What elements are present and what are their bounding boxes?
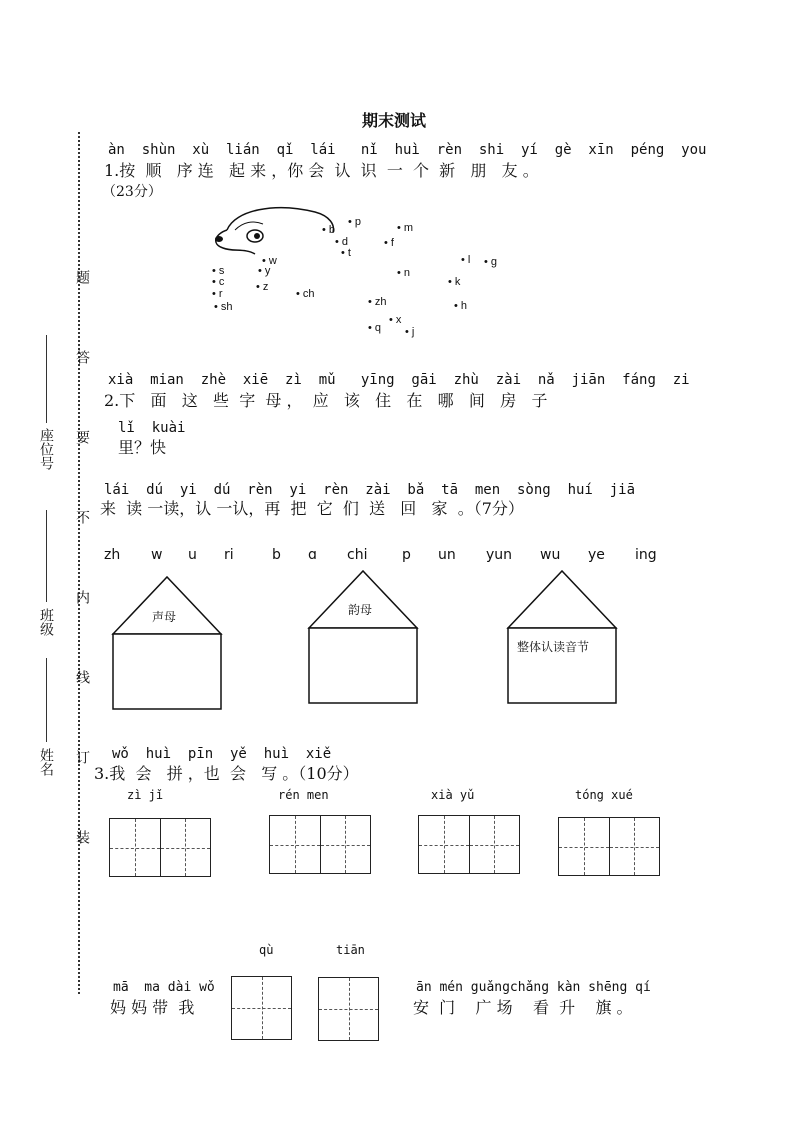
sentence-left-text: 妈 妈 带 我 xyxy=(110,998,195,1017)
q2-text-line2: 里？快 xyxy=(118,438,167,457)
writing-grid[interactable] xyxy=(558,817,660,876)
house-initials[interactable] xyxy=(110,574,224,714)
letter[interactable]: zh xyxy=(104,547,121,563)
sentence-right-text: 安 门 广 场 看 升 旗 。 xyxy=(413,998,633,1017)
grid-pinyin: xià yǔ xyxy=(431,788,475,802)
grid-cell[interactable] xyxy=(419,816,470,873)
letter[interactable]: ɑ xyxy=(308,547,317,563)
letter[interactable]: u xyxy=(188,547,197,563)
grid-cell[interactable] xyxy=(110,819,161,876)
class-blank[interactable] xyxy=(46,510,47,602)
dot-letter[interactable]: • w xyxy=(262,255,277,267)
page-title: 期末测试 xyxy=(362,111,427,130)
grid-pinyin: tóng xué xyxy=(575,788,633,802)
grid-cell[interactable] xyxy=(319,978,378,1040)
dot-letter[interactable]: • x xyxy=(389,314,401,326)
writing-grid[interactable] xyxy=(318,977,379,1041)
q3-text: 3.我 会 拼 ，也 会 写 。（10分） xyxy=(94,764,359,783)
dot-letter[interactable]: • g xyxy=(484,256,497,268)
grid-pinyin: rén men xyxy=(278,788,329,802)
name-label: 姓名 xyxy=(38,748,54,776)
letter[interactable]: un xyxy=(438,547,456,563)
dot-letter[interactable]: • sh xyxy=(214,301,232,313)
seal-word: 线 xyxy=(74,670,90,684)
dot-letter[interactable]: • n xyxy=(397,267,410,279)
dot-letter[interactable]: • r xyxy=(212,288,223,300)
seal-word: 答 xyxy=(74,350,90,364)
dot-letter[interactable]: • t xyxy=(341,247,351,259)
grid-cell[interactable] xyxy=(232,977,291,1039)
seal-word: 订 xyxy=(74,750,90,764)
writing-grid[interactable] xyxy=(231,976,292,1040)
dot-letter[interactable]: • j xyxy=(405,326,414,338)
sentence-right-pinyin: ān mén guǎngchǎng kàn shēng qí xyxy=(416,980,651,995)
seal-word: 内 xyxy=(74,590,90,604)
letter[interactable]: chi xyxy=(347,547,368,563)
grid-cell[interactable] xyxy=(610,818,660,875)
letter[interactable]: wu xyxy=(540,547,561,563)
sentence-left-pinyin: mā ma dài wǒ xyxy=(113,980,215,995)
letter[interactable]: ri xyxy=(224,547,234,563)
q1-score: （23分） xyxy=(102,184,162,200)
class-label: 班级 xyxy=(38,608,54,636)
q1-text: 1.按 顺 序 连 起 来 ，你 会 认 识 一 个 新 朋 友 。 xyxy=(104,161,539,180)
binding-dotted-line xyxy=(78,132,80,994)
letter[interactable]: b xyxy=(272,547,281,563)
grid-cell[interactable] xyxy=(559,818,610,875)
house-label-finals: 韵母 xyxy=(348,603,373,617)
seat-number-blank[interactable] xyxy=(46,335,47,423)
writing-grid[interactable] xyxy=(109,818,211,877)
writing-grid[interactable] xyxy=(418,815,520,874)
grid-cell[interactable] xyxy=(321,816,371,873)
q2-pinyin-line2: lǐ kuài xyxy=(118,420,186,436)
q2b-pinyin: lái dú yi dú rèn yi rèn zài bǎ tā men sòng huí jiā xyxy=(104,482,636,498)
house-label-initials: 声母 xyxy=(152,610,177,624)
letter[interactable]: p xyxy=(402,547,411,563)
dot-letter[interactable]: • p xyxy=(348,216,361,228)
dot-letter[interactable]: • s xyxy=(212,265,224,277)
dot-letter[interactable]: • c xyxy=(212,276,224,288)
dot-letter[interactable]: • y xyxy=(258,265,270,277)
q2-text: 2.下 面 这 些 字 母 ， 应 该 住 在 哪 间 房 子 xyxy=(104,391,548,410)
grid-pinyin: tiān xyxy=(336,943,365,957)
dot-letter[interactable]: • m xyxy=(397,222,413,234)
q1-pinyin: àn shùn xù lián qǐ lái nǐ huì rèn shi yí gè xīn péng you xyxy=(108,142,707,158)
seal-word: 题 xyxy=(74,270,90,284)
dot-letter[interactable]: • ch xyxy=(296,288,314,300)
dot-letter[interactable]: • f xyxy=(384,237,394,249)
seal-word: 装 xyxy=(74,830,90,844)
grid-cell[interactable] xyxy=(470,816,520,873)
puppy-outline-drawing xyxy=(205,200,345,340)
dot-letter[interactable]: • d xyxy=(335,236,348,248)
grid-cell[interactable] xyxy=(270,816,321,873)
dot-letter[interactable]: • l xyxy=(461,254,470,266)
name-blank[interactable] xyxy=(46,658,47,742)
dot-letter[interactable]: • q xyxy=(368,322,381,334)
grid-pinyin: zì jǐ xyxy=(127,788,164,802)
letter[interactable]: ing xyxy=(635,547,657,563)
seat-number-label: 座位号 xyxy=(38,428,54,470)
grid-cell[interactable] xyxy=(161,819,211,876)
dot-letter[interactable]: • zh xyxy=(368,296,386,308)
letter[interactable]: ye xyxy=(588,547,605,563)
writing-grid[interactable] xyxy=(269,815,371,874)
dot-letter[interactable]: • k xyxy=(448,276,460,288)
q2-pinyin: xià mian zhè xiē zì mǔ yīng gāi zhù zài nǎ jiān fáng zi xyxy=(108,372,690,388)
dot-letter[interactable]: • h xyxy=(454,300,467,312)
house-label-whole-syllables: 整体认读音节 xyxy=(517,640,590,654)
letter[interactable]: w xyxy=(151,547,163,563)
q3-pinyin: wǒ huì pīn yě huì xiě xyxy=(112,746,332,762)
house-finals[interactable] xyxy=(306,568,420,708)
grid-pinyin: qù xyxy=(259,943,274,957)
seal-word: 不 xyxy=(74,510,90,524)
seal-word: 要 xyxy=(74,430,90,444)
dot-letter[interactable]: • b xyxy=(322,224,335,236)
dot-letter[interactable]: • z xyxy=(256,281,268,293)
letter[interactable]: yun xyxy=(486,547,513,563)
q2b-text: 来 读 一读，认 一认，再 把 它 们 送 回 家 。（7分） xyxy=(100,499,524,518)
